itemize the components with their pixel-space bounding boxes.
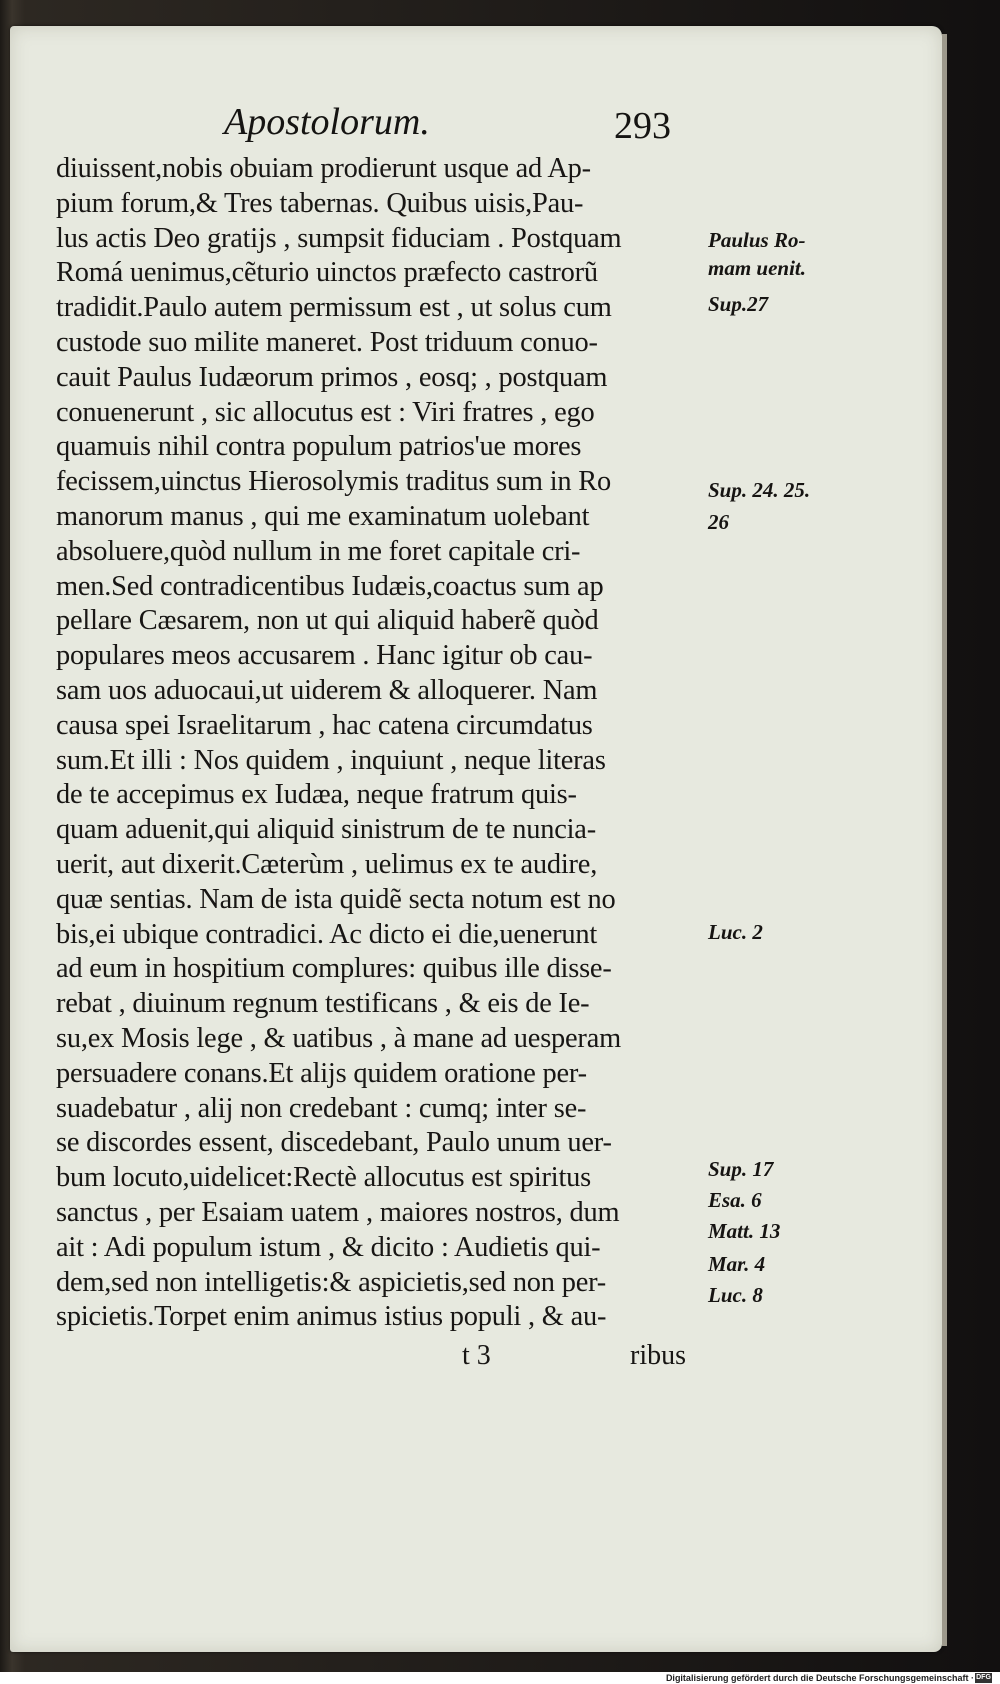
text-line: cauit Paulus Iudæorum primos , eosq; , postquam [56,361,608,393]
body-text [56,152,696,1335]
margin-note: 26 [708,510,729,534]
margin-note: Luc. 2 [708,920,763,944]
text-line: custode suo milite maneret. Post triduum conuo- [56,326,598,358]
text-line: Romá uenimus,cẽturio uinctos præfecto castrorũ [56,257,598,289]
margin-note: Esa. 6 [708,1188,762,1212]
text-line: quæ sentias. Nam de ista quidẽ secta notum est no [56,883,616,915]
text-line: diuissent,nobis obuiam prodierunt usque ad Ap- [56,153,591,184]
page-edge [942,34,947,1646]
text-line: absoluere,quòd nullum in me foret capitale cri- [56,535,581,567]
text-line: de te accepimus ex Iudæa, neque fratrum quis- [56,779,577,811]
text-line: bum locuto,uidelicet:Rectè allocutus est spiritus [56,1162,592,1194]
margin-note: Sup. 17 [708,1157,774,1181]
margin-note: Sup. 24. 25. [708,478,811,502]
text-line: sam uos aduocaui,ut uiderem & alloquerer. Nam [56,674,598,706]
dfg-logo: DFG [976,1674,991,1681]
text-line: spicietis.Torpet enim animus istius populi , & au- [56,1301,607,1333]
text-line: populares meos accusarem . Hanc igitur ob cau- [56,640,593,672]
text-line: quam aduenit,qui aliquid sinistrum de te nuncia- [56,814,596,846]
text-line: ad eum in hospitium complures: quibus ille disse- [56,953,612,985]
text-line: su,ex Mosis lege , & uatibus , à mane ad uesperam [56,1022,621,1054]
text-line: sum.Et illi : Nos quidem , inquiunt , neque literas [56,744,606,776]
text-line: suadebatur , alij non credebant : cumq; inter se- [56,1092,587,1124]
text-line: lus actis Deo gratijs , sumpsit fiduciam . Postquam [56,222,622,254]
page-number: 293 [614,105,671,147]
text-line: se discordes essent, discedebant, Paulo unum uer- [56,1127,612,1159]
text-line: pellare Cæsarem, non ut qui aliquid haberẽ quòd [56,605,599,637]
text-line: dem,sed non intelligetis:& aspicietis,sed non per- [56,1266,607,1298]
signature-mark: t 3 [462,1340,491,1371]
text-line: ait : Adi populum istum , & dicito : Audietis qui- [56,1231,601,1263]
margin-note: Luc. 8 [708,1283,763,1307]
running-head-title: Apostolorum. [224,101,430,143]
text-line: fecissem,uinctus Hierosolymis traditus sum in Ro [56,466,612,498]
margin-note: Mar. 4 [708,1252,766,1276]
text-line: persuadere conans.Et alijs quidem oratione per- [56,1057,587,1089]
margin-note: Sup.27 [708,292,769,316]
margin-note: Paulus Ro- [708,228,806,252]
text-line: rebat , diuinum regnum testificans , & eis de Ie- [56,988,590,1020]
credit-text: Digitalisierung gefördert durch die Deutsche Forschungsgemeinschaft · [665,1673,974,1683]
margin-note: mam uenit. [708,256,807,280]
text-line: pium forum,& Tres tabernas. Quibus uisis,Pau- [56,187,584,219]
text-line: manorum manus , qui me examinatum uolebant [56,500,590,532]
text-line: tradidit.Paulo autem permissum est , ut solus cum [56,292,612,324]
text-line: conuenerunt , sic allocutus est : Viri fratres , ego [56,396,595,428]
catchword: ribus [630,1340,686,1371]
text-line: uerit, aut dixerit.Cæterùm , uelimus ex te audire, [56,848,598,880]
text-line: bis,ei ubique contradici. Ac dicto ei die,uenerunt [56,918,598,950]
text-line: causa spei Israelitarum , hac catena circumdatus [56,709,593,741]
margin-note: Matt. 13 [708,1219,781,1243]
text-line: men.Sed contradicentibus Iudæis,coactus sum ap [56,570,604,602]
text-line: quamuis nihil contra populum patrios'ue mores [56,431,582,463]
text-line: sanctus , per Esaiam uatem , maiores nostros, dum [56,1196,620,1228]
